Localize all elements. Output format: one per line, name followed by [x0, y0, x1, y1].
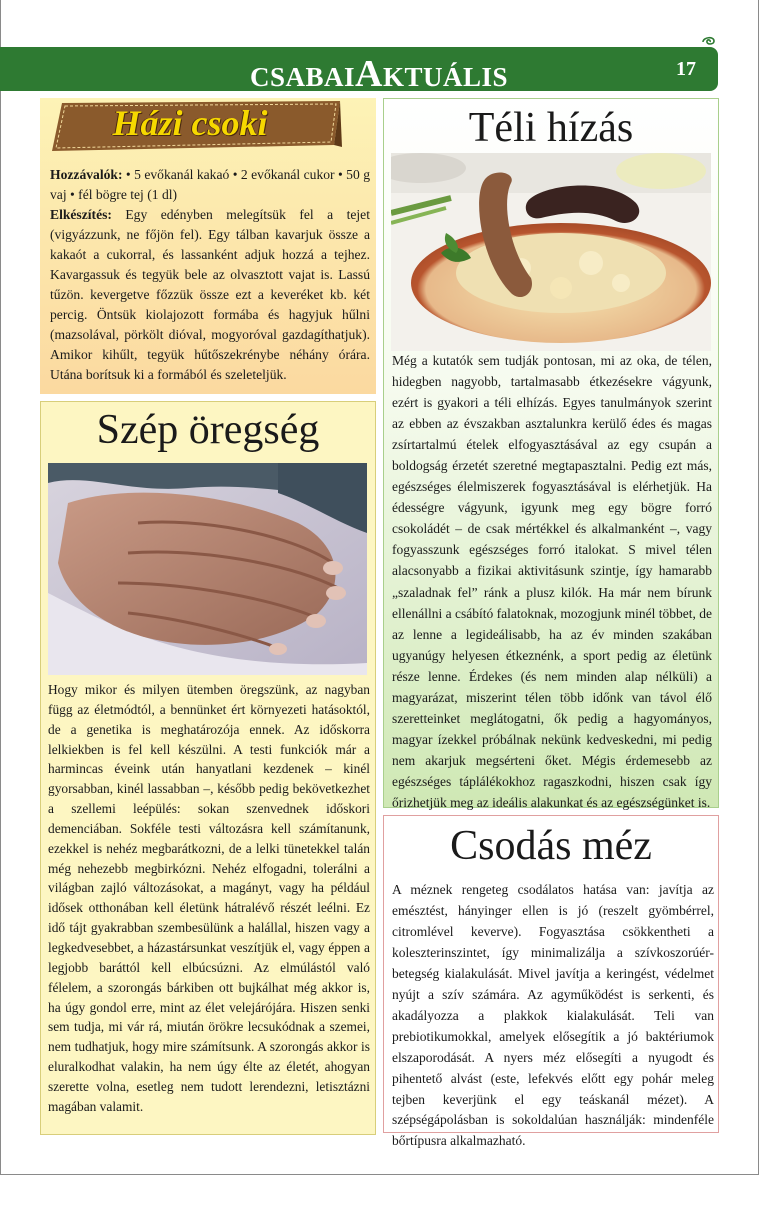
- winter-title: Téli hízás: [468, 105, 634, 151]
- method-label: Elkészítés:: [50, 207, 112, 222]
- title-part-2: KTUÁLIS: [382, 62, 509, 92]
- page-number: 17: [676, 58, 696, 80]
- elderly-hands-photo: [48, 463, 367, 675]
- method-text: Egy edényben melegítsük fel a tejet (vigyázzunk, ne főjön fel). Egy tálban kavarjuk össze a kakaót a cukorral, és lassanként adjuk hozzá a tejhez. Kavargassuk és tegyük bele az olvasztott vajat is. Lassú tűzön. kevergetve főzzük össze ezt a keveréket kb. két percig. Öntsük kiolajozott formába és hagyjuk hűlni (mazsolával, pörkölt dióval, mogyoróval gazdagíthatjuk). Amikor kihűlt, tegyük hűtőszekrénybe néhány órára. Utána borítsuk ki a formából és szeleteljük.: [50, 207, 370, 382]
- title-part-1: CSABAI: [249, 62, 356, 92]
- ingredients-text: • 5 evőkanál kakaó • 2 evőkanál cukor • 50 g vaj • fél bögre tej (1 dl): [50, 167, 370, 202]
- chocolate-recipe-text: [50, 165, 370, 385]
- ingredients-label: Hozzávalók:: [50, 167, 123, 182]
- title-initial: A: [355, 53, 383, 95]
- sausage-sauerkraut-photo: [391, 153, 711, 351]
- aging-article-text: Hogy mikor és milyen ütemben öregszünk, az nagyban függ az életmódtól, a bennünket ért környezeti hatásoktól, de a genetika is meghatározója ennek. Az időskorra lelkiekben is fel kell készülni. A testi funkciók már a harmincas éveink után hanyatlani kezdenek – kinél gyorsabban, kinél lassabban –, később pedig bekövetkezhet a szellemi leépülés: sokan szenvednek időskori demenciában. Sokféle testi változásra kell számítanunk, ezekkel is nehéz megbarátkozni, de a lelki tünetekkel talán még nehezebb megbirkózni. Nehéz elfogadni, tolerálni a világban zajló változásokat, a magányt, vagy ha például idősek otthonában kell életünk hátralévő részét leélni. Ez idő tájt gyakrabban szembesülünk a halállal, hiszen vagy a legkedvesebbet, a házastársunkat veszítjük el, vagy éppen a legjobb baráttól kell elbúcsúzni. Az elmúlástól való félelem, a szorongás bárkiben ott bujkálhat még akkor is, ha úgy gondol erre, mint az élet velejárójára. Hiszen senki sem tudja, mi vár rá, miután örökre lecsukódnak a szemei, nem tudhatjuk, hogy mire számítsunk. A szorongás akkor is eluralkodhat valakin, ha nem úgy élte az életét, ahogyan szerette volna, esetleg nem tudott lerendezni, letisztázni magában valamit.: [48, 682, 370, 1114]
- winter-article-text: Még a kutatók sem tudják pontosan, mi az oka, de télen, hidegben nagyobb, tartalmasabb étkezésekre vágyunk, ezért is gyakori a téli elhízás. Egyes tanulmányok szerint az ebben az évszakban asztalunkra kerülő édes és magas zsírtartalmú ételek elfogyasztásával az egy csupán a boldogság érzetét szeretné megtapasztalni. Pedig ezt más, egészséges élelmiszerek fogyasztásával is elérhetjük. Ha édességre vágyunk, igyunk meg egy bögre forró csokoládét – de csak mértékkel és alkalmanként –, vagy fogyasszunk egészséges forró italokat. S mivel télen alacsonyabb a fizikai aktivitásunk szintje, így hamarabb „szaladnak fel” ránk a plusz kilók. Ha már nem bírunk ellenállni a csábító falatoknak, mozogjunk minél többet, de az lenne a legideálisabb, ha az év minden szakában ugyanúgy helyesen étkeznénk, a sport pedig az életünk része lenne. Érdekes (és nem minden alap nélküli) a magyarázat, miszerint télen több időnk van távol élő szeretteinket meglátogatni, ők pedig a hagyományos, magyar ízekkel próbálnak nekünk kedveskedni, mi pedig nem akarjuk megsérteni őket. Mégis érdemesebb az egészséges táplálékokhoz ragaszkodni, hiszen csak így őrizhetjük meg az ideális alakunkat és az egészségünket is.: [392, 353, 712, 810]
- swirl-ornament-icon: [701, 34, 717, 48]
- chocolate-title: Házi csoki: [112, 103, 268, 143]
- aging-title: Szép öregség: [96, 407, 320, 453]
- honey-title: Csodás méz: [450, 823, 652, 869]
- honey-article-text: A méznek rengeteg csodálatos hatása van: javítja az emésztést, hányinger ellen is jó (reszelt gyömbérrel, citromlével keverve). Fogyasztása csökkentheti a koleszterinszintet, így minimalizálja a szívkoszorúér-betegség kialakulását. Mivel javítja a keringést, védelmet nyújt a szív számára. Az agyműködést is serkenti, és akadályozza a plakkok kialakulását. Teli van prebiotikumokkal, amelyek elősegítik a jó baktériumok elszaporodását. A nyers méz elősegíti a nyugodt és pihentető alvást (este, lefekvés előtt egy pohár meleg tejben keverjünk el egy teáskanál mézet). A szépségápolásban is sokoldalúan használják: mindenféle bőrtípusra alkalmazható.: [392, 882, 714, 1149]
- magazine-title: [0, 52, 758, 96]
